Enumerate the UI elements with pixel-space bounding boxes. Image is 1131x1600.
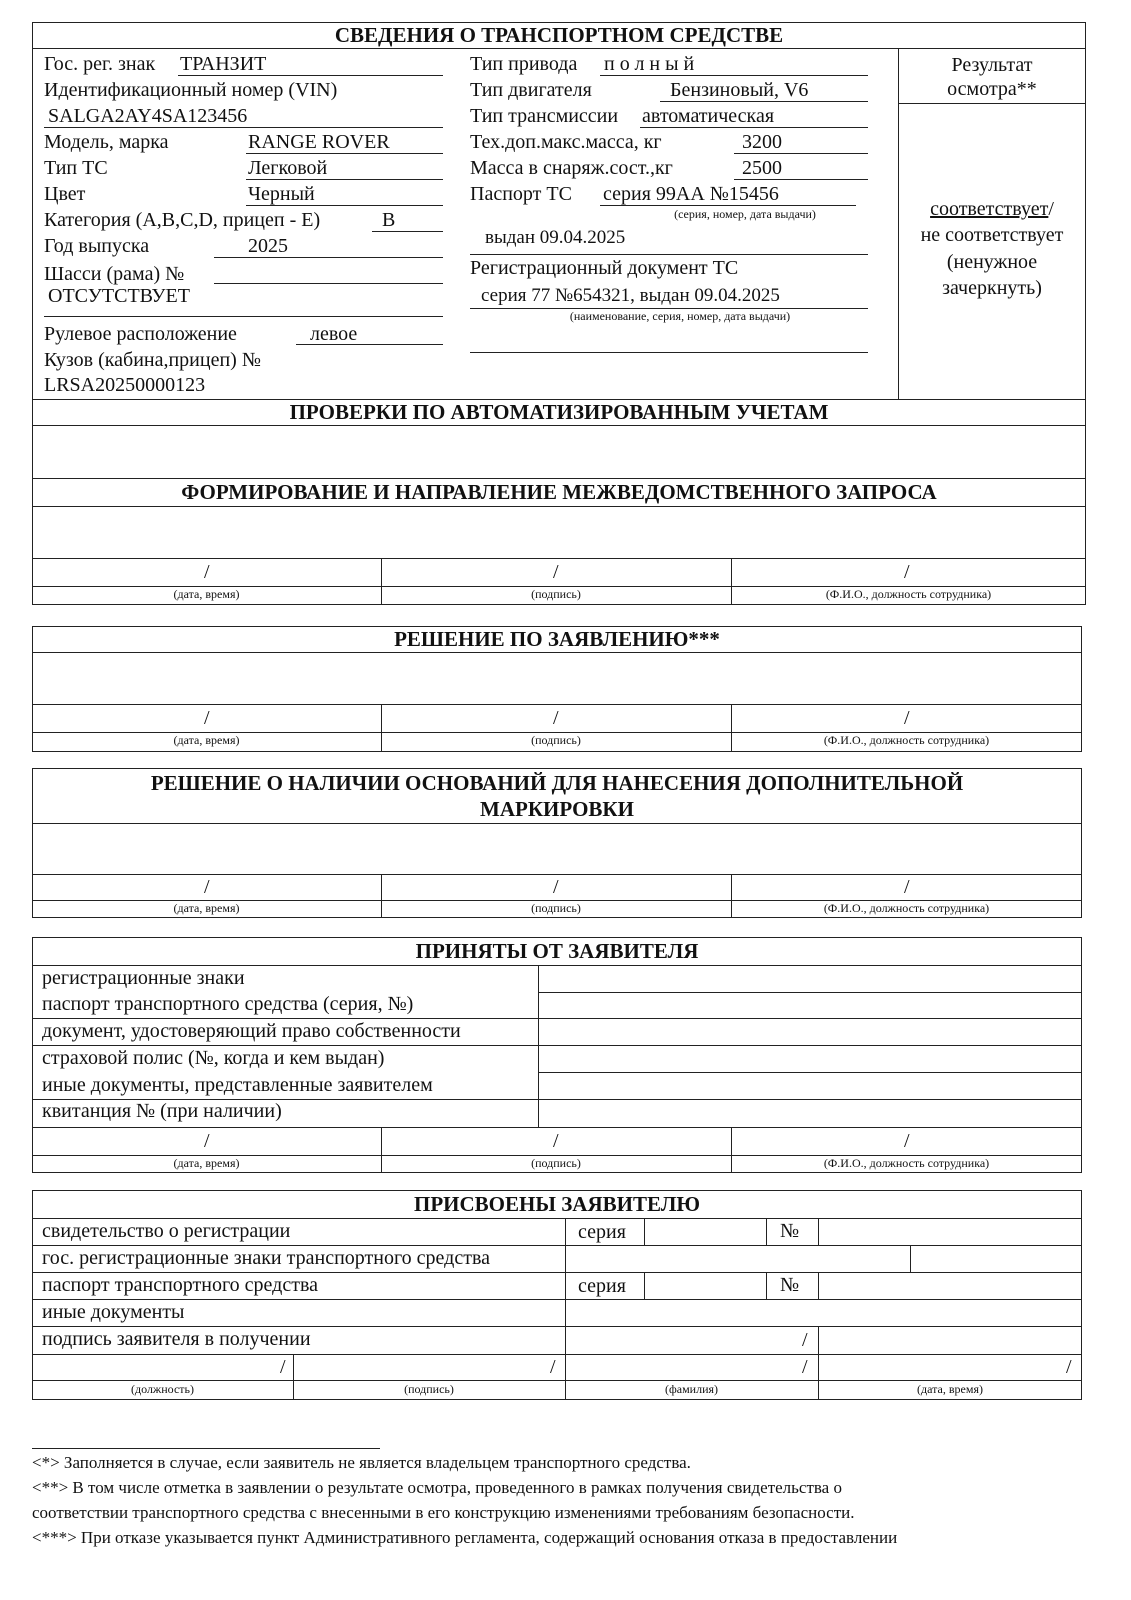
checks-title: ПРОВЕРКИ ПО АВТОМАТИЗИРОВАННЫМ УЧЕТАМ <box>289 400 829 424</box>
accepted-row: иные документы, представленные заявителем <box>42 1074 433 1096</box>
fio-caption: (Ф.И.О., должность сотрудника) <box>823 733 990 747</box>
result-match: соответствует <box>930 198 1049 220</box>
engine-label: Тип двигателя <box>470 79 592 101</box>
color-value: Черный <box>248 183 315 205</box>
assigned-row: гос. регистрационные знаки транспортного средства <box>42 1247 490 1269</box>
date-caption: (дата, время) <box>173 733 240 747</box>
body-value: LRSA20250000123 <box>44 374 206 396</box>
result-nomatch: не соответствует <box>920 224 1064 246</box>
position-caption: (должность) <box>131 1382 194 1396</box>
sign-caption: (подпись) <box>531 901 581 915</box>
receipt-slash: / <box>802 1329 808 1351</box>
transmission-value: автоматическая <box>642 105 775 127</box>
transmission-label: Тип трансмиссии <box>470 105 619 127</box>
fio-caption: (Ф.И.О., должность сотрудника) <box>825 587 992 601</box>
sign-slash: / <box>553 876 559 898</box>
fio-caption: (Ф.И.О., должность сотрудника) <box>823 901 990 915</box>
assigned-series-label: серия <box>578 1275 626 1297</box>
assigned-row: свидетельство о регистрации <box>42 1220 291 1242</box>
color-label: Цвет <box>44 183 86 205</box>
fio-slash: / <box>904 561 910 583</box>
regdoc-value: серия 77 №654321, выдан 09.04.2025 <box>481 285 780 306</box>
accepted-row: страховой полис (№, когда и кем выдан) <box>42 1047 385 1069</box>
date-slash: / <box>204 876 210 898</box>
passport-value: серия 99АА №15456 <box>603 183 779 205</box>
date-slash: / <box>204 561 210 583</box>
passport-hint: (серия, номер, дата выдачи) <box>674 207 816 221</box>
type-value: Легковой <box>248 157 328 179</box>
curbmass-value: 2500 <box>742 157 782 179</box>
footnote-4: <***> При отказе указывается пункт Административного регламента, содержащий основания отказа в предоставлении <box>32 1528 898 1547</box>
accepted-title: ПРИНЯТЫ ОТ ЗАЯВИТЕЛЯ <box>415 939 699 963</box>
marking-title-line2: МАРКИРОВКИ <box>480 797 634 821</box>
assigned-series-label: серия <box>578 1221 626 1243</box>
date-slash: / <box>204 707 210 729</box>
position-slash: / <box>280 1356 286 1378</box>
result-note: (ненужное зачеркнуть) <box>942 251 1042 299</box>
sign-slash: / <box>553 561 559 583</box>
result-title: Результат осмотра** <box>947 54 1037 100</box>
category-value: B <box>382 209 396 231</box>
chassis-value: ОТСУТСТВУЕТ <box>48 285 190 307</box>
date-slash: / <box>1066 1356 1072 1378</box>
footnote-2: <**> В том числе отметка в заявлении о результате осмотра, проведенного в рамках получения свидетельства о <box>32 1478 842 1497</box>
sign-slash: / <box>550 1356 556 1378</box>
reg-label: Гос. рег. знак <box>44 53 156 75</box>
footnote-3: соответствии транспортного средства с внесенными в его конструкцию изменениями требованиям безопасности. <box>32 1503 855 1522</box>
steering-label: Рулевое расположение <box>44 323 237 345</box>
sign-slash: / <box>553 707 559 729</box>
maxmass-value: 3200 <box>742 131 782 153</box>
maxmass-label: Тех.доп.макс.масса, кг <box>470 131 662 153</box>
accepted-row: регистрационные знаки <box>42 967 245 989</box>
fio-slash: / <box>904 1130 910 1152</box>
model-value: RANGE ROVER <box>248 131 390 153</box>
surname-slash: / <box>802 1356 808 1378</box>
drive-label: Тип привода <box>470 53 578 75</box>
sign-caption: (подпись) <box>404 1382 454 1396</box>
assigned-title: ПРИСВОЕНЫ ЗАЯВИТЕЛЮ <box>413 1192 700 1216</box>
assigned-number-label: № <box>780 1274 800 1296</box>
surname-caption: (фамилия) <box>664 1382 719 1396</box>
chassis-label: Шасси (рама) № <box>44 263 185 285</box>
fio-caption: (Ф.И.О., должность сотрудника) <box>823 1156 990 1170</box>
reg-value: ТРАНЗИТ <box>180 53 267 75</box>
engine-value: Бензиновый, V6 <box>670 79 809 101</box>
request-title: ФОРМИРОВАНИЕ И НАПРАВЛЕНИЕ МЕЖВЕДОМСТВЕННОГО ЗАПРОСА <box>181 480 937 504</box>
footnote-1: <*> Заполняется в случае, если заявитель не является владельцем транспортного средства. <box>32 1453 691 1472</box>
accepted-row: квитанция № (при наличии) <box>42 1100 282 1122</box>
date-slash: / <box>204 1130 210 1152</box>
accepted-row: паспорт транспортного средства (серия, №) <box>42 993 414 1015</box>
date-caption: (дата, время) <box>173 1156 240 1170</box>
vehicle-section-title: СВЕДЕНИЯ О ТРАНСПОРТНОМ СРЕДСТВЕ <box>334 23 784 47</box>
regdoc-hint: (наименование, серия, номер, дата выдачи) <box>569 309 791 323</box>
assigned-row: иные документы <box>42 1301 185 1323</box>
vin-value: SALGA2AY4SA123456 <box>48 105 248 127</box>
marking-title-line1: РЕШЕНИЕ О НАЛИЧИИ ОСНОВАНИЙ ДЛЯ НАНЕСЕНИЯ ДОПОЛНИТЕЛЬНОЙ <box>150 771 964 795</box>
fio-slash: / <box>904 876 910 898</box>
result-slash: / <box>1048 198 1054 220</box>
vin-label: Идентификационный номер (VIN) <box>44 79 338 101</box>
decision-title: РЕШЕНИЕ ПО ЗАЯВЛЕНИЮ*** <box>394 627 720 651</box>
date-caption: (дата, время) <box>173 587 240 601</box>
accepted-row: документ, удостоверяющий право собственности <box>42 1020 461 1042</box>
body-label: Кузов (кабина,прицеп) № <box>44 349 261 371</box>
sign-caption: (подпись) <box>531 1156 581 1170</box>
passport-label: Паспорт ТС <box>470 183 572 205</box>
fio-slash: / <box>904 707 910 729</box>
model-label: Модель, марка <box>44 131 169 153</box>
date-caption: (дата, время) <box>917 1382 983 1396</box>
sign-caption: (подпись) <box>531 587 581 601</box>
year-value: 2025 <box>248 235 288 257</box>
passport-issued: выдан 09.04.2025 <box>485 227 626 248</box>
curbmass-label: Масса в снаряж.сост.,кг <box>470 157 673 179</box>
assigned-row: подпись заявителя в получении <box>42 1328 311 1350</box>
result-options <box>900 196 1084 222</box>
drive-value: полный <box>604 53 700 75</box>
sign-caption: (подпись) <box>531 733 581 747</box>
type-label: Тип ТС <box>44 157 108 179</box>
year-label: Год выпуска <box>44 235 150 257</box>
regdoc-label: Регистрационный документ ТС <box>470 257 739 279</box>
sign-slash: / <box>553 1130 559 1152</box>
steering-value: левое <box>310 323 358 345</box>
category-label: Категория (A,B,C,D, прицеп - E) <box>44 209 321 231</box>
assigned-number-label: № <box>780 1220 800 1242</box>
date-caption: (дата, время) <box>173 901 240 915</box>
assigned-row: паспорт транспортного средства <box>42 1274 319 1296</box>
